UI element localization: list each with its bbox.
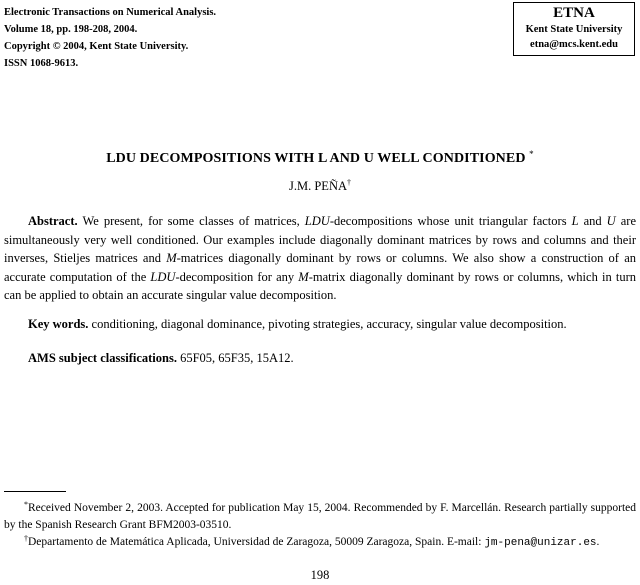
ams-text: 65F05, 65F35, 15A12. <box>176 351 294 365</box>
footnote-mark: † <box>24 534 28 543</box>
etna-box <box>513 2 635 56</box>
author-email-link[interactable]: jm-pena@unizar.es <box>484 537 597 549</box>
math-m: M <box>166 251 177 266</box>
journal-header <box>4 4 216 72</box>
math-m: M <box>298 269 309 284</box>
math-ldu: LDU <box>304 214 330 228</box>
math-l: L <box>571 214 579 228</box>
footnote-received <box>4 497 636 533</box>
footnote-mark: * <box>24 500 28 509</box>
journal-name: Electronic Transactions on Numerical Analysis. <box>4 7 217 18</box>
copyright-notice: Copyright © 2004, Kent State University. <box>4 41 189 52</box>
abstract-text: -decompositions whose unit triangular factors <box>329 214 572 228</box>
abstract-text: We present, for some classes of matrices, <box>77 214 305 228</box>
footnote-text: Departamento de Matemática Aplicada, Universidad de Zaragoza, 50009 Zaragoza, Spain. E-mail: <box>28 536 485 548</box>
footnote-text: . <box>596 536 600 548</box>
abstract-text: and <box>578 214 607 228</box>
abstract-text: -decomposition for any <box>175 269 299 284</box>
ams-classifications <box>28 351 294 366</box>
keywords-label: Key words. <box>28 317 89 331</box>
etna-university: Kent State University <box>525 24 623 35</box>
author-footnote-mark: † <box>347 178 351 187</box>
math-ldu: LDU <box>150 269 176 284</box>
page-number: 198 <box>310 568 330 582</box>
etna-email: etna@mcs.kent.edu <box>530 39 618 50</box>
keywords <box>28 317 567 332</box>
paper-title-text: LDU DECOMPOSITIONS WITH L AND U WELL CONDITIONED <box>106 151 526 166</box>
footnote-rule <box>4 491 66 492</box>
abstract-text: -matrices diagonally dominant by rows or columns. We also show a construction of an accurate computation of the <box>4 251 636 284</box>
etna-title: ETNA <box>553 5 595 21</box>
footnote-affiliation <box>4 531 636 552</box>
abstract-text: are simultaneously very well conditioned. Our examples include diagonally dominant matrices by rows and columns and their inverses, Stieljes matrices and <box>4 214 636 266</box>
volume-info: Volume 18, pp. 198-208, 2004. <box>4 24 138 35</box>
footnote-text: Received November 2, 2003. Accepted for publication May 15, 2004. Recommended by F. Marcellán. Research partially supported by the Spanish Research Grant BFM2003-03510. <box>4 502 636 531</box>
math-u: U <box>606 214 616 228</box>
abstract-text: -matrix diagonally dominant by rows or columns, which in turn can be applied to obtain an accurate singular value decomposition. <box>4 269 636 303</box>
abstract <box>4 212 636 305</box>
issn: ISSN 1068-9613. <box>4 58 79 69</box>
author-name: J.M. PEÑA <box>289 179 347 193</box>
abstract-label: Abstract. <box>28 214 78 228</box>
title-footnote-mark: * <box>529 149 534 159</box>
author <box>0 178 640 194</box>
keywords-text: conditioning, diagonal dominance, pivoting strategies, accuracy, singular value decomposition. <box>88 317 567 331</box>
ams-label: AMS subject classifications. <box>28 351 177 365</box>
paper-title <box>0 149 640 167</box>
